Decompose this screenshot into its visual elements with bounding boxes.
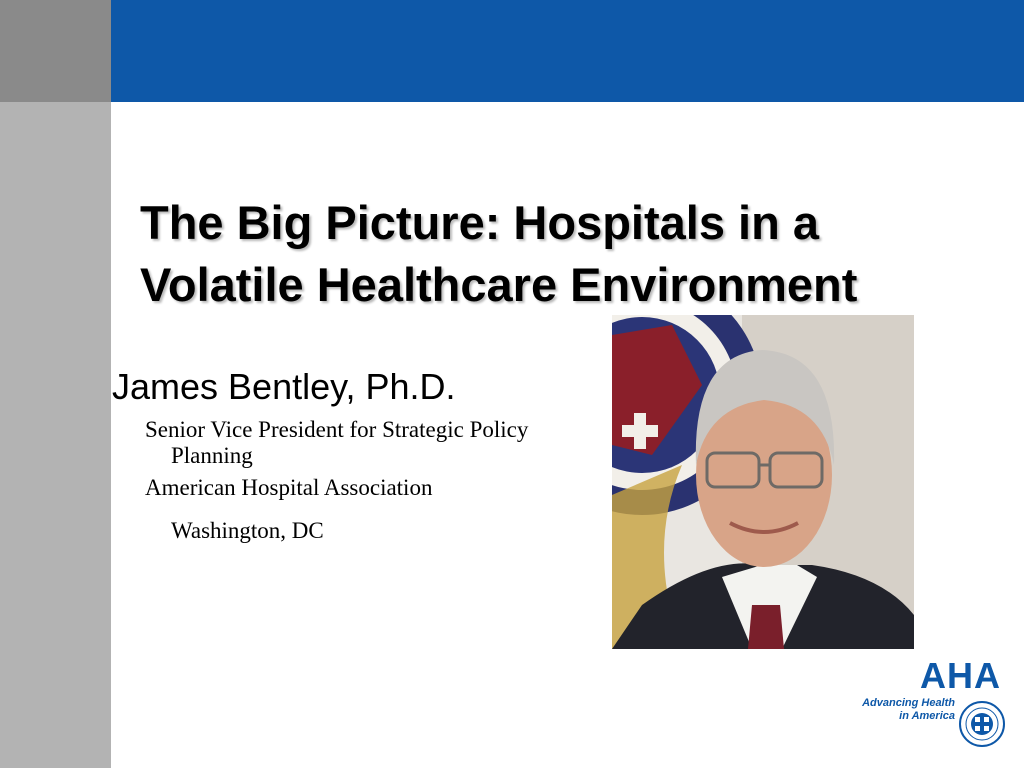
speaker-position-line2: Planning: [171, 443, 253, 468]
corner-block: [0, 0, 111, 102]
aha-tagline-line1: Advancing Health: [862, 697, 955, 709]
aha-logo: [855, 655, 1015, 755]
speaker-portrait-photo: [612, 315, 914, 649]
top-color-band: [111, 0, 1024, 102]
speaker-position-line1: Senior Vice President for Strategic Policy: [145, 417, 529, 442]
speaker-position: [145, 417, 615, 469]
aha-tagline: [855, 697, 955, 723]
left-color-band: [0, 102, 111, 768]
slide-title: The Big Picture: Hospitals in a Volatile Healthcare Environment: [140, 196, 858, 311]
speaker-location: Washington, DC: [171, 518, 324, 543]
speaker-name: James Bentley, Ph.D.: [112, 366, 456, 407]
aha-wordmark: AHA: [920, 655, 1001, 696]
aha-seal-icon: [959, 701, 1005, 747]
aha-tagline-line2: in America: [899, 710, 955, 722]
speaker-organization: American Hospital Association: [145, 475, 433, 500]
